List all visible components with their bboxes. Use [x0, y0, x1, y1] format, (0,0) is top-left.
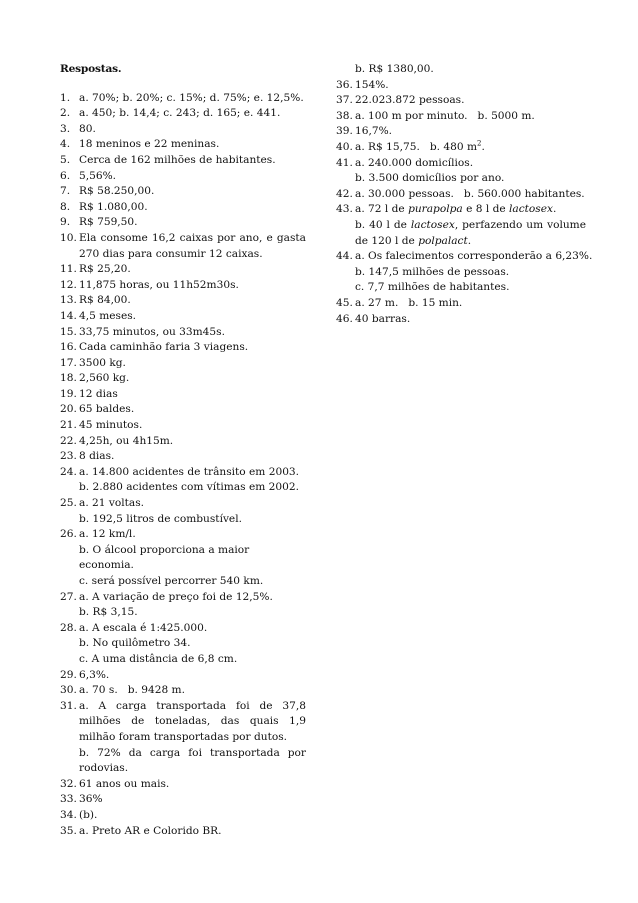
- answer-number: 45.: [336, 296, 353, 309]
- answer-part-a: a. 30.000 pessoas.: [355, 187, 454, 200]
- answer-text: a. 450; b. 14,4; c. 243; d. 165; e. 441.: [79, 107, 281, 120]
- answer-text: b. 2.880 acidentes com vítimas em 2002.: [79, 481, 299, 494]
- product-name: polpalact: [418, 234, 468, 247]
- answer-text: [355, 109, 586, 125]
- answer-4: [60, 137, 306, 153]
- answer-number: 13.: [60, 294, 77, 307]
- answer-40: [336, 140, 586, 156]
- answer-number: 34.: [60, 808, 77, 821]
- answer-number: [60, 543, 79, 574]
- answer-text: c. será possível percorrer 540 km.: [79, 575, 264, 587]
- answer-31a: [60, 699, 306, 746]
- answer-44c: c. 7,7 milhões de habitantes.: [355, 281, 510, 294]
- answer-13: [60, 293, 306, 309]
- answer-number: 42.: [336, 187, 353, 200]
- answer-text: a. A carga transportada foi de 37,8 milhões de toneladas, das quais 1,9 milhão foram transportadas por dutos.: [79, 699, 306, 743]
- answer-text: 36%: [79, 793, 103, 806]
- answer-part-b: b. 9428 m.: [127, 684, 185, 697]
- product-name: purapolpa: [408, 203, 463, 216]
- answer-number: 38.: [336, 109, 353, 122]
- answer-25a: [60, 496, 306, 512]
- answer-31b: [60, 746, 306, 777]
- answer-text: 65 baldes.: [79, 403, 135, 416]
- answer-text: R$ 25,20.: [79, 263, 131, 276]
- answer-number: 31.: [60, 699, 77, 712]
- answer-text: 5,56%.: [79, 169, 117, 182]
- answer-46: [336, 312, 586, 328]
- answer-16: [60, 340, 306, 356]
- answer-text: 45 minutos.: [79, 419, 143, 432]
- answer-number: 43.: [336, 203, 353, 216]
- text-run: .: [552, 203, 557, 216]
- answer-text: a. A variação de preço foi de 12,5%.: [79, 590, 273, 603]
- answer-part-b: b. 5000 m.: [477, 109, 535, 122]
- answer-text: R$ 759,50.: [79, 216, 138, 229]
- answer-text: R$ 84,00.: [79, 294, 131, 307]
- answer-number: [60, 480, 79, 496]
- answer-number: 3.: [60, 122, 71, 135]
- answer-23: [60, 449, 306, 465]
- answer-text: 11,875 horas, ou 11h52m30s.: [79, 278, 239, 291]
- product-name: lactosex: [509, 203, 553, 216]
- answer-number: 36.: [336, 78, 353, 91]
- answer-number: [60, 746, 79, 777]
- answer-27a: [60, 590, 306, 606]
- answer-number: 40.: [336, 140, 353, 153]
- answer-number: 19.: [60, 387, 77, 400]
- answer-number: 37.: [336, 94, 353, 107]
- answer-text: [355, 187, 586, 203]
- answer-text: 22.023.872 pessoas.: [355, 94, 465, 107]
- answer-15: [60, 325, 306, 341]
- answer-3: [60, 122, 306, 138]
- answer-part-a: a. 70 s.: [79, 684, 118, 697]
- answer-text: b. No quilômetro 34.: [79, 637, 191, 650]
- answer-number: 32.: [60, 777, 77, 790]
- answer-number: [60, 574, 79, 590]
- answer-text: [355, 218, 586, 249]
- answer-number: 6.: [60, 169, 71, 182]
- answer-text: b. 192,5 litros de combustível.: [79, 512, 242, 525]
- answer-number: [60, 636, 79, 652]
- answer-28b: [60, 636, 306, 652]
- answer-text: Ela consome 16,2 caixas por ano, e gasta 270 dias para consumir 12 caixas.: [79, 231, 306, 260]
- answer-number: 24.: [60, 465, 77, 478]
- answer-text: 61 anos ou mais.: [79, 777, 170, 790]
- answer-number: 33.: [60, 793, 77, 806]
- answer-number: 1.: [60, 91, 71, 104]
- answer-36: [336, 78, 586, 94]
- answer-text: 18 meninos e 22 meninas.: [79, 138, 220, 151]
- answer-41b: b. 3.500 domicílios por ano.: [355, 172, 505, 185]
- answer-text: Cerca de 162 milhões de habitantes.: [79, 153, 276, 166]
- answer-number: 44.: [336, 250, 353, 263]
- answer-text: R$ 58.250,00.: [79, 185, 155, 198]
- answer-number: 10.: [60, 231, 77, 244]
- answer-number: 29.: [60, 668, 77, 681]
- answer-27b: [60, 605, 306, 621]
- answer-25b: [60, 512, 306, 528]
- answer-21: [60, 418, 306, 434]
- answer-5: [60, 153, 306, 169]
- answer-number: 41.: [336, 156, 353, 169]
- answer-18: [60, 371, 306, 387]
- answer-text: a. 240.000 domicílios.: [355, 156, 474, 169]
- answer-text: [79, 683, 306, 699]
- answer-text: [355, 296, 586, 312]
- answer-number: [60, 652, 79, 668]
- answer-24b: [60, 480, 306, 496]
- answer-44b: b. 147,5 milhões de pessoas.: [355, 265, 510, 278]
- answer-number: 25.: [60, 497, 77, 510]
- answer-text: a. 14.800 acidentes de trânsito em 2003.: [79, 465, 300, 478]
- answer-6: [60, 169, 306, 185]
- answer-number: 21.: [60, 419, 77, 432]
- answer-33: [60, 792, 306, 808]
- punctuation: .: [481, 140, 485, 153]
- answer-text: c. A uma distância de 6,8 cm.: [79, 652, 238, 665]
- answer-1: [60, 91, 306, 107]
- answer-number: 11.: [60, 263, 77, 276]
- answer-8: [60, 200, 306, 216]
- answer-part-a: a. 100 m por minuto.: [355, 109, 468, 122]
- answer-text: 2,560 kg.: [79, 372, 130, 385]
- answer-text: a. Os falecimentos corresponderão a 6,23%.: [355, 250, 593, 263]
- answer-text: 4,25h, ou 4h15m.: [79, 434, 174, 447]
- answer-12: [60, 278, 306, 294]
- answer-number: 20.: [60, 403, 77, 416]
- answer-number: 18.: [60, 372, 77, 385]
- answer-22: [60, 434, 306, 450]
- answer-number: 28.: [60, 621, 77, 634]
- answer-text: 16,7%.: [355, 125, 393, 138]
- answer-part-b: b. 15 min.: [408, 296, 463, 309]
- answer-19: [60, 387, 306, 403]
- answer-29: [60, 668, 306, 684]
- answer-17: [60, 356, 306, 372]
- answer-text: b. O álcool proporciona a maior economia.: [79, 543, 250, 572]
- right-column: [336, 62, 593, 327]
- answer-38: [336, 109, 586, 125]
- answer-text: a. Preto AR e Colorido BR.: [79, 824, 222, 837]
- answer-text: 33,75 minutos, ou 33m45s.: [79, 325, 225, 338]
- answer-34: [60, 808, 306, 824]
- text-run: .: [467, 234, 472, 247]
- answer-20: [60, 402, 306, 418]
- answer-text: 3500 kg.: [79, 356, 126, 369]
- answer-number: 27.: [60, 590, 77, 603]
- answer-number: 5.: [60, 153, 71, 166]
- answer-24a: [60, 465, 306, 481]
- answer-part-a: a. R$ 15,75.: [355, 140, 420, 153]
- answer-35b: b. R$ 1380,00.: [355, 63, 434, 75]
- answer-2: [60, 106, 306, 122]
- answer-text: 6,3%.: [79, 668, 110, 681]
- text-run: a. 72 l de: [355, 203, 409, 216]
- answer-30a: [60, 683, 306, 699]
- answer-number: 4.: [60, 138, 71, 151]
- answer-text: (b).: [79, 808, 98, 821]
- answer-26c: [60, 574, 306, 590]
- answer-number: [60, 605, 79, 621]
- answer-10: [60, 231, 306, 262]
- answer-43b: [336, 218, 586, 249]
- answer-part-a: a. 27 m.: [355, 296, 399, 309]
- answer-28a: [60, 621, 306, 637]
- answer-number: 39.: [336, 125, 353, 138]
- answer-number: 26.: [60, 528, 77, 541]
- answer-45: [336, 296, 586, 312]
- page-heading: Respostas.: [60, 63, 122, 75]
- text-run: e 8 l de: [462, 203, 510, 216]
- answer-37: [336, 93, 586, 109]
- answer-text: R$ 1.080,00.: [79, 200, 148, 213]
- answer-number: 2.: [60, 107, 71, 120]
- answer-43: [336, 202, 586, 218]
- answer-32: [60, 777, 306, 793]
- answer-text: b. 72% da carga foi transportada por rodovias.: [79, 746, 306, 775]
- answer-text: 40 barras.: [355, 312, 411, 325]
- answer-28c: [60, 652, 306, 668]
- answer-text: a. 12 km/l.: [79, 528, 136, 541]
- answer-text: 154%.: [355, 78, 389, 91]
- answer-9: [60, 215, 306, 231]
- answer-11: [60, 262, 306, 278]
- answer-number: 30.: [60, 684, 77, 697]
- left-column: [60, 62, 306, 839]
- answer-number: 17.: [60, 356, 77, 369]
- answer-text: [355, 202, 586, 218]
- answer-number: 35.: [60, 824, 77, 837]
- answer-text: b. R$ 3,15.: [79, 606, 138, 619]
- text-run: b. 40 l de: [355, 218, 411, 231]
- answer-7: [60, 184, 306, 200]
- answer-text: 4,5 meses.: [79, 309, 137, 322]
- answer-41: [336, 156, 586, 172]
- answer-number: 46.: [336, 312, 353, 325]
- superscript: 2: [477, 139, 482, 148]
- answer-number: 15.: [60, 325, 77, 338]
- answer-number: 16.: [60, 341, 77, 354]
- answer-number: 23.: [60, 450, 77, 463]
- answer-44: [336, 249, 593, 265]
- answer-part-b: b. 560.000 habitantes.: [463, 187, 585, 200]
- answer-26a: [60, 527, 306, 543]
- answer-text: a. 70%; b. 20%; c. 15%; d. 75%; e. 12,5%.: [79, 91, 304, 104]
- answer-text: [355, 140, 586, 156]
- answer-14: [60, 309, 306, 325]
- product-name: lactosex: [410, 218, 455, 231]
- answer-text: a. 21 voltas.: [79, 497, 145, 510]
- answer-number: 12.: [60, 278, 77, 291]
- answer-text: 12 dias: [79, 387, 118, 400]
- answer-text: 80.: [79, 122, 96, 135]
- text-run: , perfazendo um volume de 120 l de: [355, 218, 586, 247]
- answer-number: 22.: [60, 434, 77, 447]
- answer-list-left: [60, 91, 306, 840]
- answer-text: 8 dias.: [79, 450, 115, 463]
- answer-text: Cada caminhão faria 3 viagens.: [79, 341, 249, 354]
- answer-number: 8.: [60, 200, 71, 213]
- answer-number: 9.: [60, 216, 71, 229]
- answer-number: [60, 512, 79, 528]
- answer-part-b: b. 480 m: [429, 140, 477, 153]
- answer-26b: [60, 543, 306, 574]
- answer-number: 7.: [60, 185, 71, 198]
- answer-35a: [60, 824, 306, 840]
- answer-39: [336, 124, 586, 140]
- answer-text: a. A escala é 1:425.000.: [79, 621, 208, 634]
- answer-42: [336, 187, 586, 203]
- answer-number: 14.: [60, 309, 77, 322]
